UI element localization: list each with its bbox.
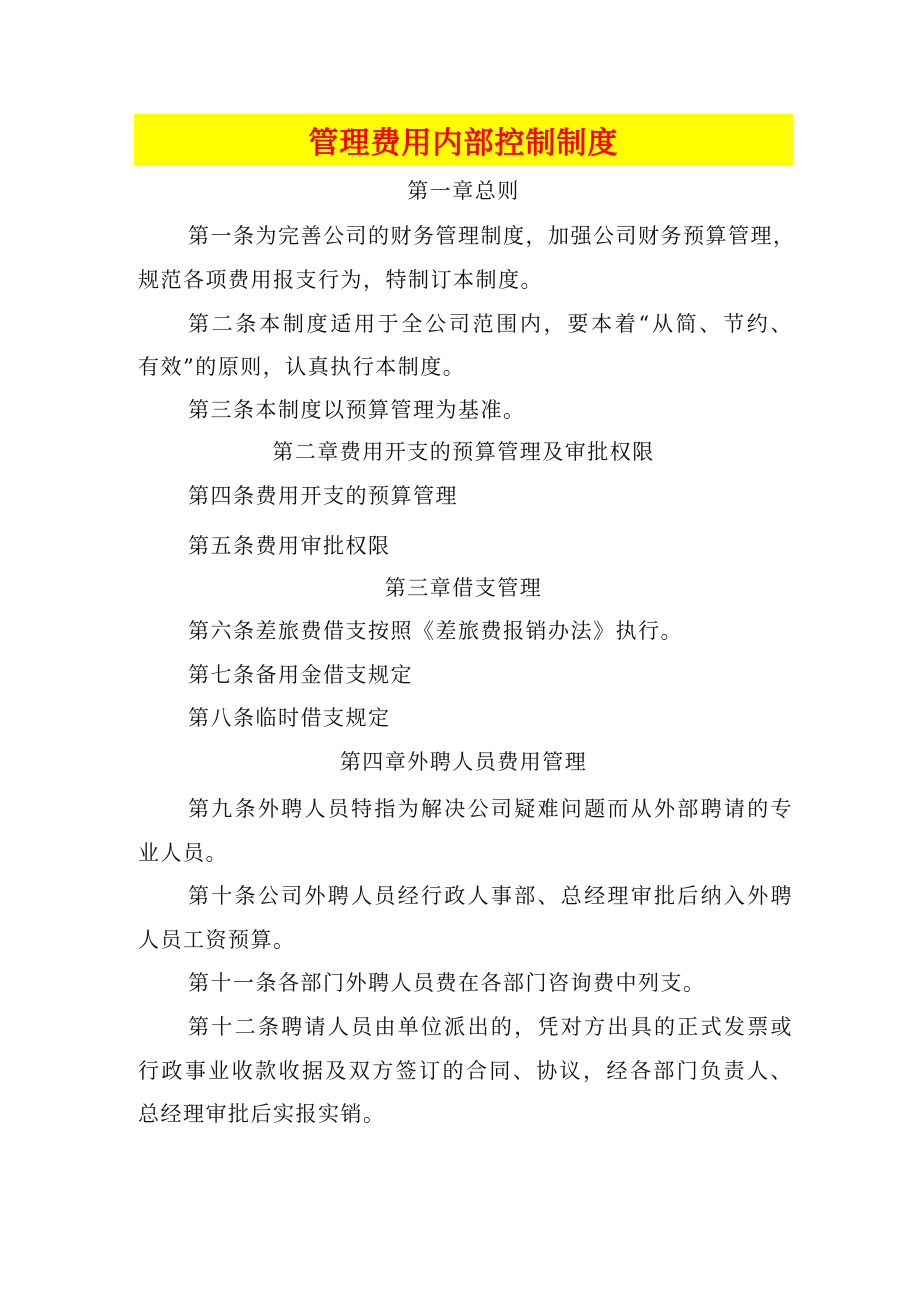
article-3: 第三条本制度以预算管理为基准。 bbox=[188, 398, 526, 422]
chapter-1-heading: 第一章总则 bbox=[407, 179, 520, 203]
article-12-line-2: 行政事业收款收据及双方签订的合同、协议，经各部门负责人、 bbox=[138, 1059, 793, 1083]
chapter-4-heading: 第四章外聘人员费用管理 bbox=[339, 750, 588, 774]
chapter-2-heading: 第二章费用开支的预算管理及审批权限 bbox=[272, 440, 655, 464]
article-1-line-1: 第一条为完善公司的财务管理制度，加强公司财务预算管理， bbox=[188, 224, 796, 248]
article-9-line-2: 业人员。 bbox=[138, 841, 228, 865]
article-1-line-2: 规范各项费用报支行为，特制订本制度。 bbox=[138, 268, 543, 292]
article-5: 第五条费用审批权限 bbox=[188, 534, 391, 558]
article-7: 第七条备用金借支规定 bbox=[188, 663, 413, 687]
article-4: 第四条费用开支的预算管理 bbox=[188, 484, 458, 508]
article-2-line-1: 第二条本制度适用于全公司范围内，要本着“从简、节约、 bbox=[188, 312, 793, 336]
article-12-line-1: 第十二条聘请人员由单位派出的，凭对方出具的正式发票或 bbox=[188, 1015, 793, 1039]
article-9-line-1: 第九条外聘人员特指为解决公司疑难问题而从外部聘请的专 bbox=[188, 797, 793, 821]
article-6: 第六条差旅费借支按照《差旅费报销办法》执行。 bbox=[188, 619, 683, 643]
article-12-line-3: 总经理审批后实报实销。 bbox=[138, 1102, 386, 1126]
article-10-line-2: 人员工资预算。 bbox=[138, 928, 296, 952]
article-2-line-2: 有效”的原则，认真执行本制度。 bbox=[138, 355, 466, 379]
article-10-line-1: 第十条公司外聘人员经行政人事部、总经理审批后纳入外聘 bbox=[188, 884, 793, 908]
article-11: 第十一条各部门外聘人员费在各部门咨询费中列支。 bbox=[188, 971, 706, 995]
page-title: 管理费用内部控制制度 bbox=[308, 126, 619, 161]
title-banner bbox=[134, 114, 793, 166]
chapter-3-heading: 第三章借支管理 bbox=[384, 576, 543, 600]
article-8: 第八条临时借支规定 bbox=[188, 706, 391, 730]
